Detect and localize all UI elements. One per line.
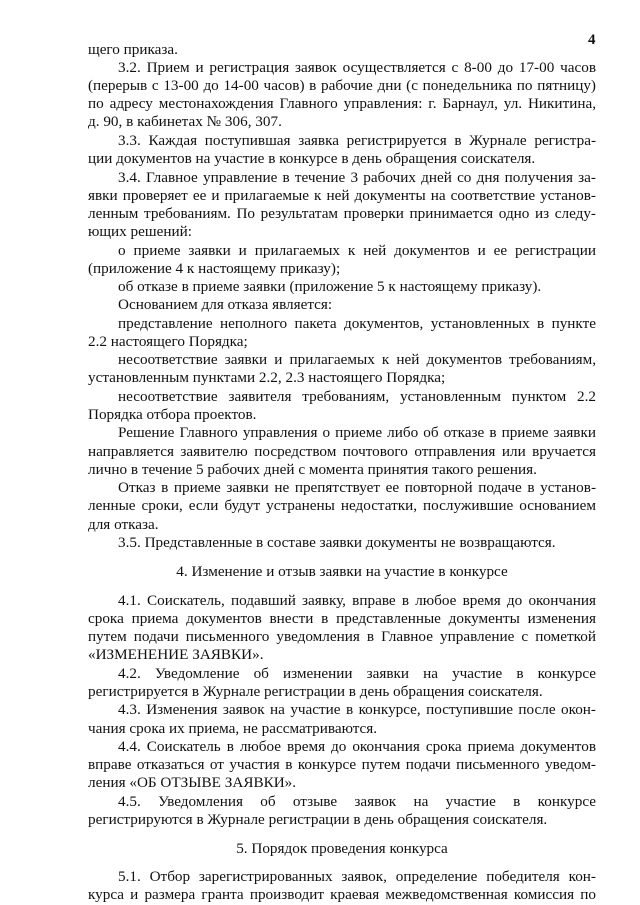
text-line: ленным требованиям. По результатам проверки принимается одно из следу- xyxy=(88,205,596,222)
text-line: 3.5. Представленные в составе заявки документы не возвращаются. xyxy=(118,534,556,551)
text-line: курса и размера гранта производит краевая межведомственная комиссия по xyxy=(88,886,596,903)
text-line: 4.2. Уведомление об изменении заявки на участие в конкурсе xyxy=(118,665,596,682)
text-line: ления «ОБ ОТЗЫВЕ ЗАЯВКИ». xyxy=(88,774,297,791)
text-line: путем подачи письменного уведомления в Главное управление с пометкой xyxy=(88,628,596,645)
text-line: установленным пунктами 2.2, 2.3 настоящего Порядка; xyxy=(88,369,446,386)
text-line: чания срока их приема, не рассматриваются. xyxy=(88,720,378,737)
text-line: 3.4. Главное управление в течение 3 рабочих дней со дня получения за- xyxy=(118,169,596,186)
text-line: «ИЗМЕНЕНИЕ ЗАЯВКИ». xyxy=(88,646,264,663)
text-line: о приеме заявки и прилагаемых к ней документов и ее регистрации xyxy=(118,242,596,259)
text-line: 5. Порядок проведения конкурса xyxy=(236,840,448,857)
text-line: 4.1. Соискатель, подавший заявку, вправе в любое время до окончания xyxy=(118,592,596,609)
text-line: регистрируются в Журнале регистрации в день обращения соискателя. xyxy=(88,811,548,828)
text-line: для отказа. xyxy=(88,516,159,533)
text-line: несоответствие заявки и прилагаемых к ней документов требованиям, xyxy=(118,351,596,368)
text-line: Отказ в приеме заявки не препятствует ее повторной подаче в установ- xyxy=(118,479,596,496)
text-line: несоответствие заявителя требованиям, установленным пунктом 2.2 xyxy=(118,388,596,405)
text-line: ции документов на участие в конкурсе в день обращения соискателя. xyxy=(88,150,536,167)
page-number: 4 xyxy=(588,32,596,48)
text-line: срока приема документов внести в представленные документы изменения xyxy=(88,610,596,627)
text-line: ленные сроки, если будут устранены недостатки, послужившие основанием xyxy=(88,497,596,514)
text-line: 3.3. Каждая поступившая заявка регистрируется в Журнале регистра- xyxy=(118,132,596,149)
text-line: 3.2. Прием и регистрация заявок осуществляется с 8-00 до 17-00 часов xyxy=(118,59,596,76)
text-line: направляется заявителю посредством почтового отправления или вручается xyxy=(88,443,596,460)
text-line: Порядка отбора проектов. xyxy=(88,406,257,423)
text-line: щего приказа. xyxy=(88,41,178,58)
text-line: Решение Главного управления о приеме либо об отказе в приеме заявки xyxy=(118,424,596,441)
text-line: вправе отказаться от участия в конкурсе путем подачи письменного уведом- xyxy=(88,756,596,773)
text-line: лично в течение 5 рабочих дней с момента принятия такого решения. xyxy=(88,461,537,478)
text-line: регистрируется в Журнале регистрации в день обращения соискателя. xyxy=(88,683,543,700)
text-line: 4.5. Уведомления об отзыве заявок на участие в конкурсе xyxy=(118,793,596,810)
text-line: Основанием для отказа является: xyxy=(118,296,333,313)
text-line: д. 90, в кабинетах № 306, 307. xyxy=(88,113,282,130)
text-line: 5.1. Отбор зарегистрированных заявок, определение победителя кон- xyxy=(118,868,596,885)
text-line: представление неполного пакета документов, установленных в пункте xyxy=(118,315,596,332)
text-line: явки проверяет ее и прилагаемые к ней документы на соответствие установ- xyxy=(88,187,596,204)
text-line: 4. Изменение и отзыв заявки на участие в конкурсе xyxy=(176,563,508,580)
text-line: ющих решений: xyxy=(88,223,192,240)
text-line: (приложение 4 к настоящему приказу); xyxy=(88,260,341,277)
text-line: (перерыв с 13-00 до 14-00 часов) в рабочие дни (с понедельника по пятницу) xyxy=(88,77,596,94)
text-line: 2.2 настоящего Порядка; xyxy=(88,333,248,350)
text-line: по адресу местонахождения Главного управления: г. Барнаул, ул. Никитина, xyxy=(88,95,596,112)
text-line: 4.3. Изменения заявок на участие в конкурсе, поступившие после окон- xyxy=(118,701,596,718)
text-line: об отказе в приеме заявки (приложение 5 к настоящему приказу). xyxy=(118,278,542,295)
text-line: 4.4. Соискатель в любое время до окончания срока приема документов xyxy=(118,738,596,755)
